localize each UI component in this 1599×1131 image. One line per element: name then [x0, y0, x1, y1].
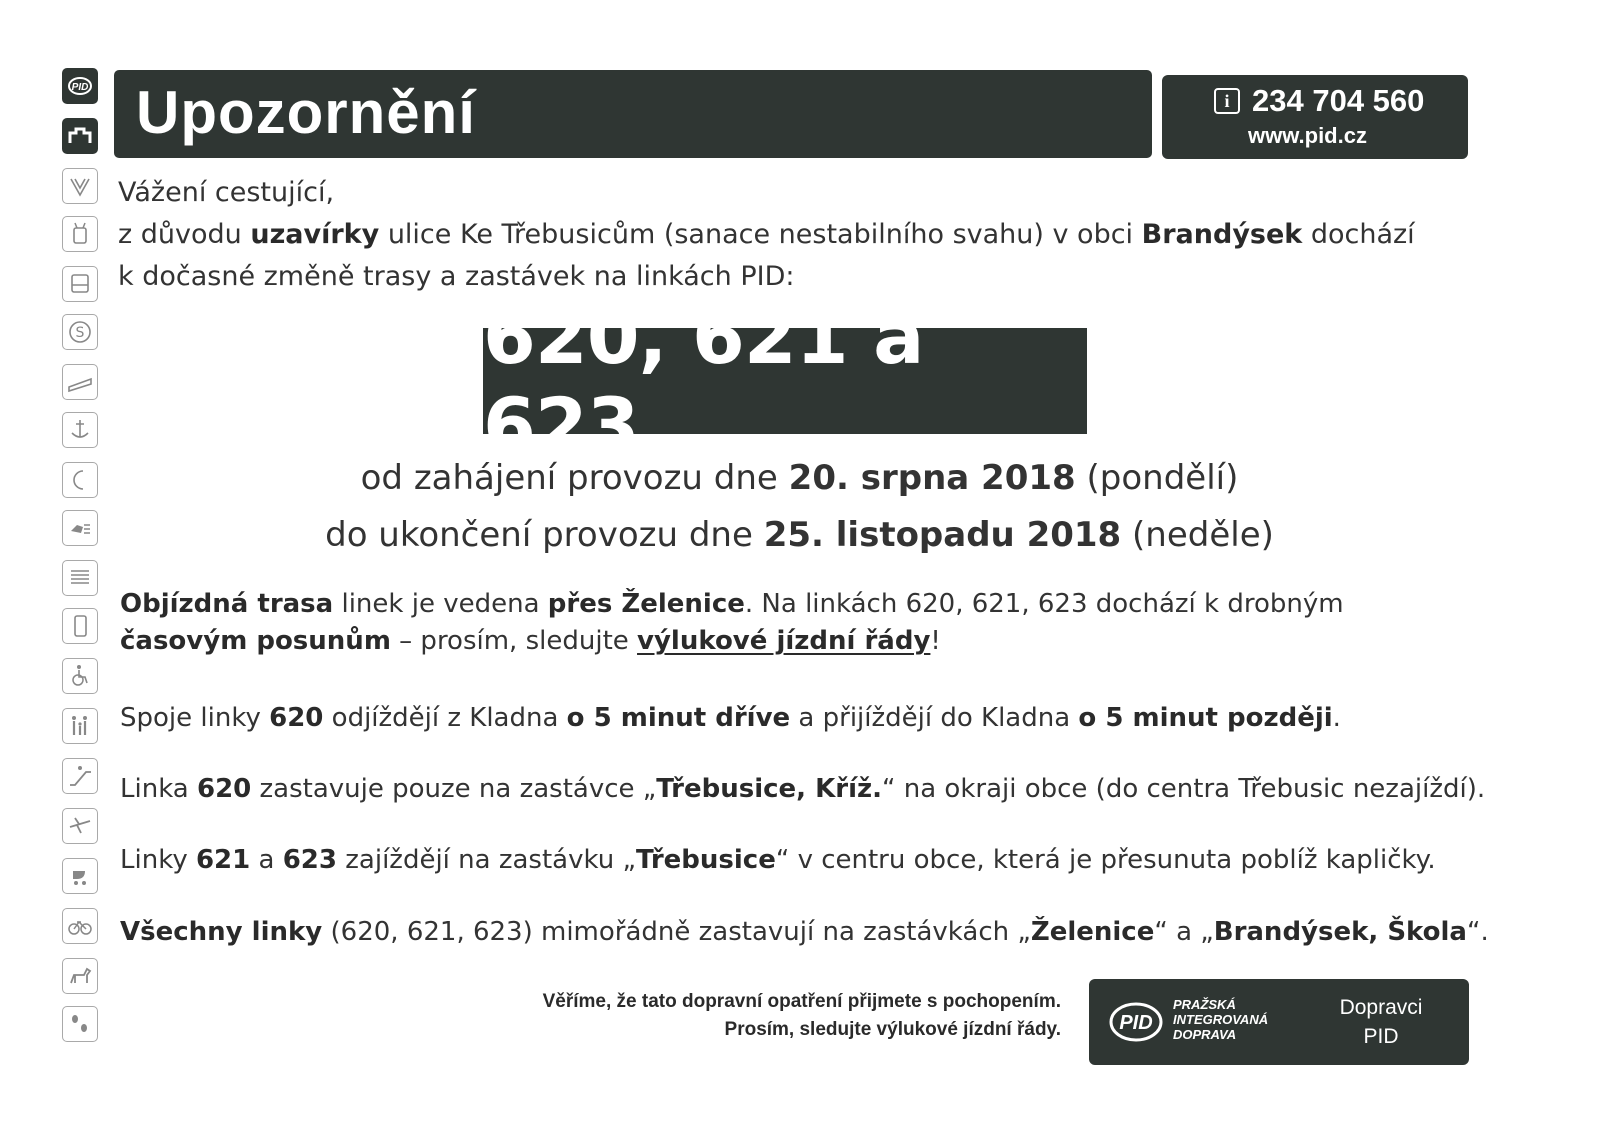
pid-logo-text: PID: [1119, 1012, 1153, 1034]
mobile-icon: [62, 608, 98, 644]
intro-line-3: k dočasné změně trasy a zastávek na linkách PID:: [118, 261, 795, 292]
carriers-line-2: PID: [1363, 1025, 1399, 1048]
text: “ a „: [1154, 917, 1214, 947]
intro-line-2: [118, 214, 1415, 256]
bus-icon: [62, 266, 98, 302]
text: a přijíždějí do Kladna: [790, 703, 1079, 733]
text: Spoje linky: [120, 703, 270, 733]
org-line-2: INTEGROVANÁ: [1173, 1012, 1269, 1027]
footer-line-1: Věříme, že tato dopravní opatření přijmete s pochopením.: [542, 991, 1061, 1012]
text: odjíždějí z Kladna: [323, 703, 567, 733]
earlier-highlight: o 5 minut dříve: [566, 703, 791, 733]
date-from-value: 20. srpna 2018: [788, 458, 1076, 498]
validity-dates: [0, 450, 1599, 564]
text: . Na linkách 620, 621, 623 dochází k drobným: [744, 589, 1344, 619]
text: Linky: [120, 845, 196, 875]
text: zastavuje pouze na zastávce „: [251, 774, 657, 804]
text: Linka: [120, 774, 197, 804]
all-lines-highlight: Všechny linky: [120, 917, 323, 947]
carriers-line-1: Dopravci: [1339, 996, 1423, 1019]
header-bar: [114, 70, 1152, 158]
phone-row: [1214, 83, 1424, 119]
text: ulice Ke Třebusicům (sanace nestabilního svahu) v obci: [379, 219, 1142, 250]
info-icon: i: [1214, 88, 1240, 114]
ferry-icon: [62, 412, 98, 448]
text: zajíždějí na zastávku „: [337, 845, 636, 875]
text: linek je vedena: [333, 589, 548, 619]
stroller-icon: [62, 858, 98, 894]
text: (neděle): [1121, 515, 1274, 555]
line-number: 621: [195, 845, 251, 875]
timetable-icon: [62, 560, 98, 596]
text: “ na okraji obce (do centra Třebusic nezajíždí).: [882, 774, 1486, 804]
text: dochází: [1302, 219, 1415, 250]
footer-logo-box: [1089, 979, 1469, 1065]
stop-name: Třebusice: [635, 845, 776, 875]
escalator-icon: [62, 758, 98, 794]
text: a: [250, 845, 283, 875]
tram-icon: [62, 118, 98, 154]
line-number: 623: [282, 845, 337, 875]
text: z důvodu: [118, 219, 251, 250]
text: “.: [1466, 917, 1489, 947]
text: do ukončení provozu dne: [325, 515, 764, 555]
organization-name: [1173, 997, 1268, 1042]
org-line-3: DOPRAVA: [1173, 1027, 1237, 1042]
affected-lines: 620, 621 a 623: [483, 292, 924, 470]
airport-icon: [62, 808, 98, 844]
text: “ v centru obce, která je přesunuta poblíž kapličky.: [775, 845, 1436, 875]
text: (620, 621, 623) mimořádně zastavují na zastávkách „: [322, 917, 1031, 947]
footer-note: [543, 988, 1061, 1044]
text: !: [930, 626, 941, 656]
stop-name: Třebusice, Kříž.: [656, 774, 882, 804]
detour-line-1: [120, 586, 1344, 623]
pid-logo-icon: [1109, 995, 1163, 1049]
text: (pondělí): [1075, 458, 1239, 498]
contact-box: [1162, 75, 1468, 159]
date-to-value: 25. listopadu 2018: [763, 515, 1122, 555]
greeting: Vážení cestující,: [118, 177, 335, 208]
detour-highlight: Objízdná trasa: [120, 589, 334, 619]
svg-text:PID: PID: [71, 82, 89, 93]
footsteps-icon: [62, 1006, 98, 1042]
via-highlight: přes Želenice: [547, 589, 745, 619]
line-620-times-paragraph: [120, 700, 1341, 737]
later-highlight: o 5 minut později: [1078, 703, 1333, 733]
all-lines-paragraph: [120, 914, 1489, 951]
line-number: 620: [269, 703, 324, 733]
bicycle-icon: [62, 908, 98, 944]
stop-name: Želenice: [1030, 917, 1155, 947]
page-title: Upozornění: [136, 79, 476, 146]
pid-logo-icon: [62, 68, 98, 104]
village-highlight: Brandýsek: [1141, 219, 1303, 250]
phone-number[interactable]: 234 704 560: [1252, 83, 1425, 118]
lines-621-623-paragraph: [120, 842, 1436, 879]
date-from: [0, 450, 1599, 507]
line-620-stop-paragraph: [120, 771, 1485, 808]
text: – prosím, sledujte: [390, 626, 638, 656]
shift-highlight: časovým posunům: [120, 626, 391, 656]
text: .: [1332, 703, 1341, 733]
stop-name: Brandýsek, Škola: [1213, 917, 1467, 947]
wheelchair-icon: [62, 658, 98, 694]
carriers-label: [1325, 993, 1437, 1051]
line-number: 620: [196, 774, 252, 804]
funicular-icon: [62, 364, 98, 400]
timetables-link[interactable]: výlukové jízdní řády: [637, 626, 931, 656]
lines-banner: [483, 292, 1087, 470]
family-icon: [62, 708, 98, 744]
intro-text: [118, 172, 1415, 298]
closure-highlight: uzavírky: [250, 219, 380, 250]
date-to: [0, 507, 1599, 564]
metro-icon: [62, 168, 98, 204]
detour-line-2: [120, 623, 1344, 660]
website-link[interactable]: www.pid.cz: [1248, 123, 1367, 148]
text: od zahájení provozu dne: [360, 458, 789, 498]
footer-line-2: Prosím, sledujte výlukové jízdní řády.: [724, 1019, 1061, 1040]
org-line-1: PRAŽSKÁ: [1173, 997, 1236, 1012]
trolleybus-icon: [62, 216, 98, 252]
train-icon: [62, 314, 98, 350]
svg-text:S: S: [75, 325, 85, 341]
detour-paragraph: [120, 586, 1344, 660]
dog-icon: [62, 958, 98, 994]
